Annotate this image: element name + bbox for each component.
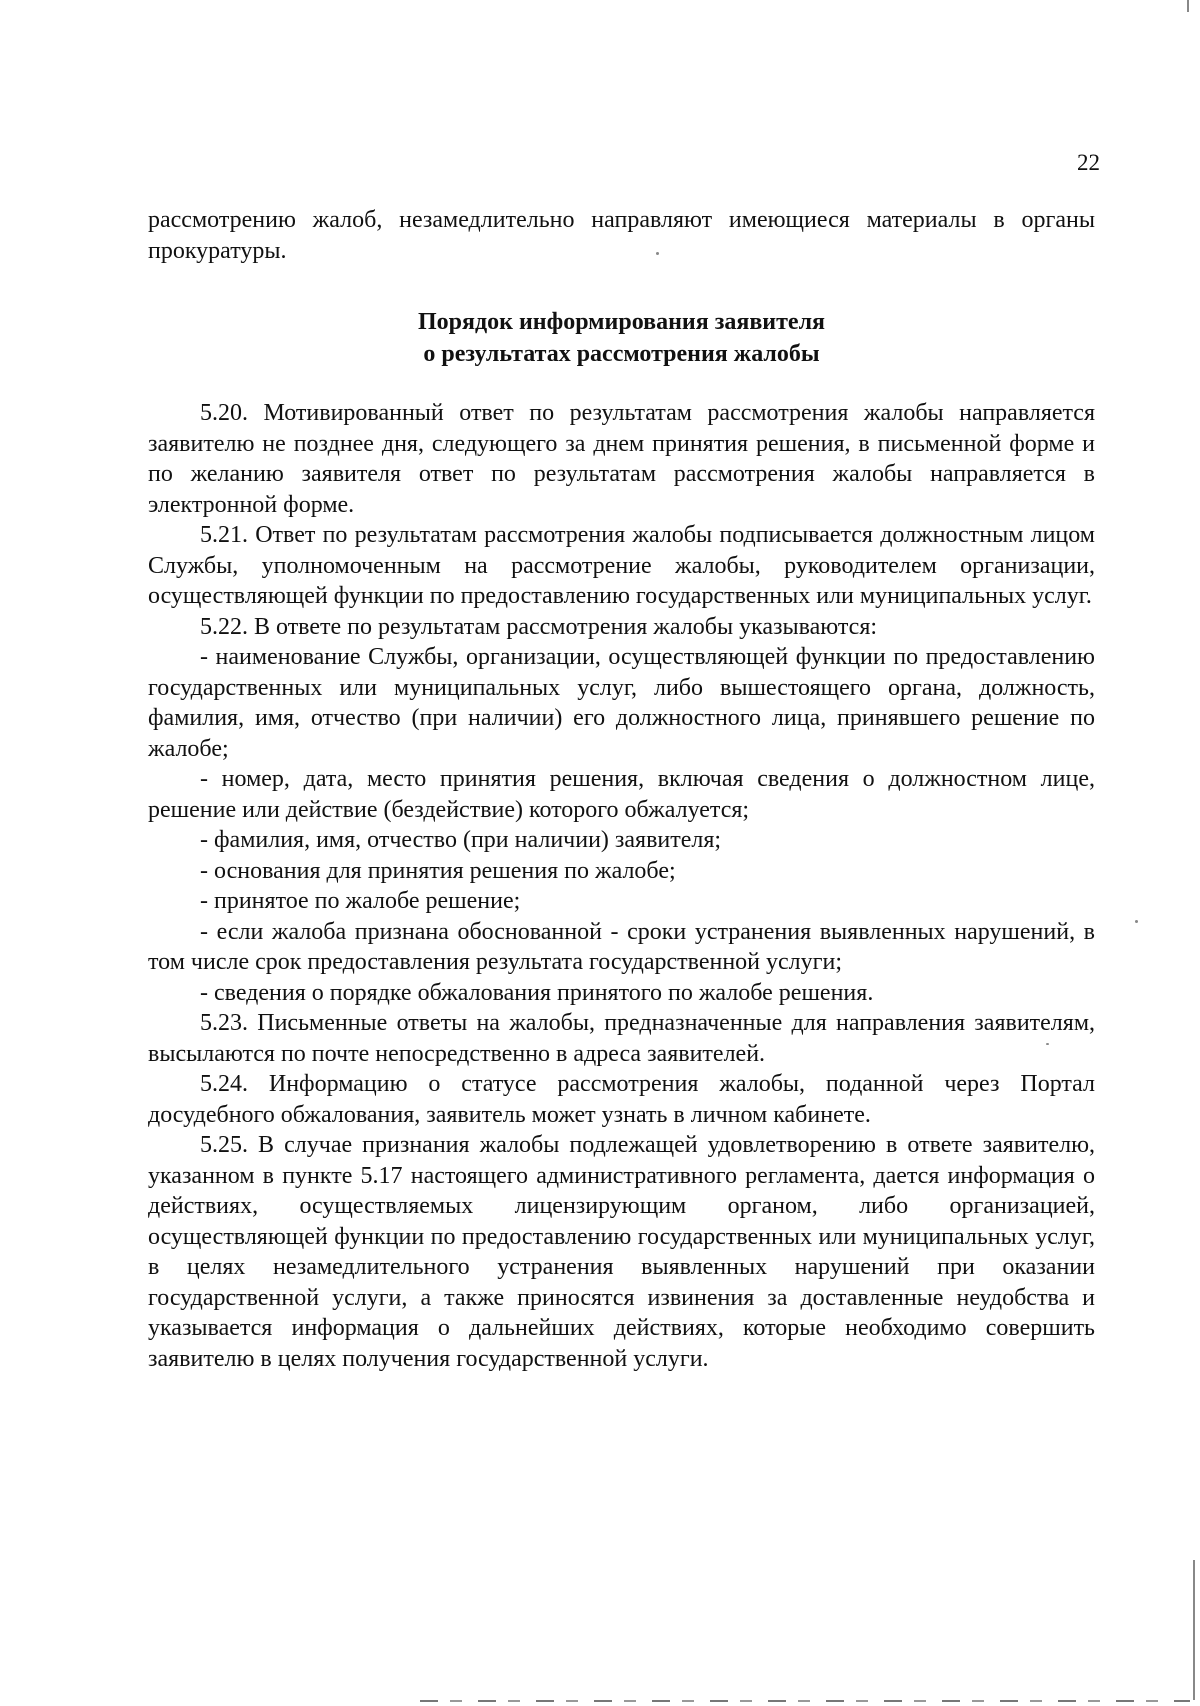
paragraph-5-23: 5.23. Письменные ответы на жалобы, предназначенные для направления заявителям, высылаются по почте непосредственно в адреса заявителей.	[148, 1010, 1095, 1067]
continuation-text: рассмотрению жалоб, незамедлительно направляют имеющиеся материалы в органы прокуратуры.	[148, 207, 1095, 264]
list-item-decision-details: - номер, дата, место принятия решения, включая сведения о должностном лице, решение или действие (бездействие) которого обжалуется;	[148, 766, 1095, 823]
scan-dot-1	[656, 252, 659, 255]
continuation-paragraph	[148, 205, 1095, 266]
list-item-violation-terms: - если жалоба признана обоснованной - сроки устранения выявленных нарушений, в том числе срок предоставления результата государственной услуги;	[148, 918, 1095, 975]
scan-dot-2	[1135, 920, 1138, 923]
paragraph-5-24: 5.24. Информацию о статусе рассмотрения жалобы, поданной через Портал досудебного обжалования, заявитель может узнать в личном кабинете.	[148, 1071, 1095, 1128]
scan-bottom-noise	[420, 1700, 1190, 1702]
list-item-decision: - принятое по жалобе решение;	[200, 888, 521, 914]
scan-edge-mark-right	[1193, 1560, 1195, 1700]
list-item-service-name: - наименование Службы, организации, осуществляющей функции по предоставлению государственных или муниципальных услуг, либо вышестоящего органа, должность, фамилия, имя, отчество (при наличии) его должностного лица, принявшего решение по жалобе;	[148, 644, 1095, 762]
list-item-decision-grounds: - основания для принятия решения по жалобе;	[200, 857, 676, 884]
list-item-applicant-name: - фамилия, имя, отчество (при наличии) заявителя;	[200, 827, 722, 853]
paragraph-5-25: 5.25. В случае признания жалобы подлежащей удовлетворению в ответе заявителю, указанном в пункте 5.17 настоящего административного регламента, дается информация о действиях, осуществляемых лицензирующим органом, либо организацией, осуществляющей функции по предоставлению государственных или муниципальных услуг, в целях незамедлительного устранения выявленных нарушений при оказании государственной услуги, а также приносятся извинения за доставленные неудобства и указывается информация о дальнейших действиях, которые необходимо совершить заявителю в целях получения государственной услуги.	[148, 1132, 1095, 1372]
section-title-line1: Порядок информирования заявителя	[417, 309, 826, 335]
scan-dot-3	[1046, 1043, 1049, 1045]
scan-edge-mark-top	[1187, 0, 1189, 12]
paragraph-5-21: 5.21. Ответ по результатам рассмотрения жалобы подписывается должностным лицом Службы, уполномоченным на рассмотрение жалобы, руководителем организации, осуществляющей функции по предоставлению государственных или муниципальных услуг.	[148, 522, 1095, 609]
paragraph-5-20: 5.20. Мотивированный ответ по результатам рассмотрения жалобы направляется заявителю не позднее дня, следующего за днем принятия решения, в письменной форме и по желанию заявителя ответ по результатам рассмотрения жалобы направляется в электронной форме.	[148, 400, 1095, 518]
paragraph-5-22: 5.22. В ответе по результатам рассмотрения жалобы указываются:	[200, 613, 878, 640]
list-item-appeal-procedure: - сведения о порядке обжалования принятого по жалобе решения.	[200, 979, 874, 1006]
section-title-line2: о результатах рассмотрения жалобы	[423, 341, 820, 367]
page-number: 22	[1077, 150, 1100, 175]
section-body	[148, 398, 1095, 1374]
section-heading	[148, 306, 1095, 370]
